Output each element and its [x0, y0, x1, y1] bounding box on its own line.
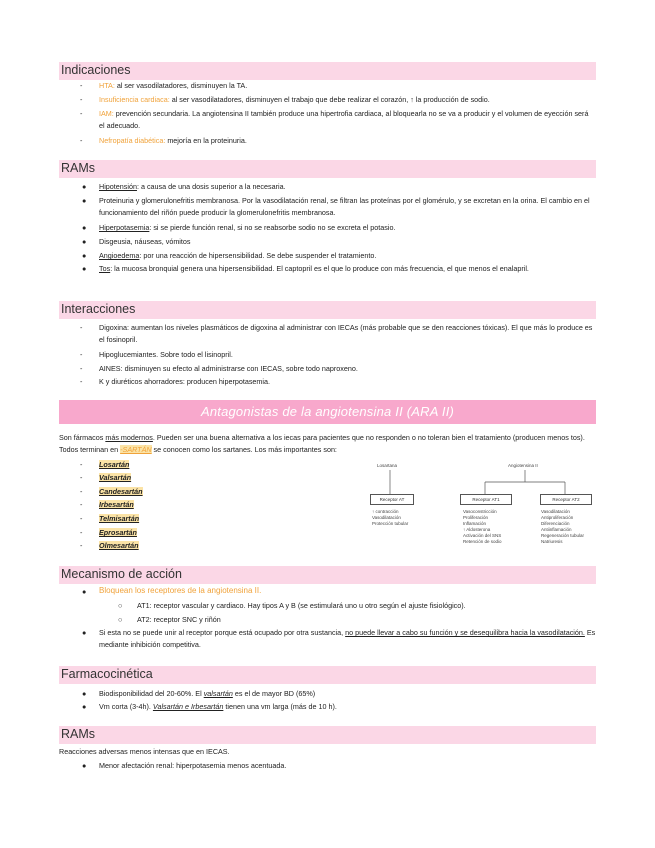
rams2-intro: Reacciones adversas menos intensas que en IECAS. — [59, 747, 230, 756]
bullet: ● — [82, 761, 87, 770]
diagram-effect: Regeneración tubular — [541, 533, 585, 538]
indicacion-item: Insuficiencia cardiaca: al ser vasodilatadores, disminuyen el trabajo que debe realizar el corazón, ↑ la producción de sodio. — [99, 95, 490, 104]
section-title: Interacciones — [61, 302, 136, 316]
bullet: ● — [82, 587, 87, 596]
section-title: RAMs — [61, 727, 96, 741]
dash-bullet: - — [80, 514, 83, 523]
mecanismo-sub: AT1: receptor vascular y cardiaco. Hay tipos A y B (se estimulará uno u otro según el ajuste fisiológico). — [137, 601, 466, 610]
farmaco-item: Vm corta (3-4h). Valsartán e Irbesartán tienen una vm larga (más de 10 h). — [99, 702, 337, 711]
mecanismo-paragraph: Si esta no se puede unir al receptor porque está ocupado por otra sustancia, no puede llevar a cabo su función y se desequilibra hacia la vasodilatación. Es mediante inhibición competitiva. — [99, 628, 596, 649]
dash-bullet: - — [80, 109, 83, 118]
drug-name: Telmisartán — [99, 514, 140, 523]
bullet: ● — [82, 251, 87, 260]
ram-item: Disgeusia, náuseas, vómitos — [99, 237, 191, 246]
indicacion-item: HTA: al ser vasodilatadores, disminuyen la TA. — [99, 81, 248, 90]
ram-item: Tos: la mucosa bronquial genera una hipersensibilidad. El captopril es el que lo produce con más frecuencia, el que menos el enalapril. — [99, 264, 529, 273]
dash-bullet: - — [80, 377, 83, 386]
diagram-effect: Inflamación — [463, 521, 487, 526]
diagram-box: Receptor AT2 — [540, 494, 592, 505]
diagram-effect: Vasodilatación — [372, 515, 401, 520]
section-header-mecanismo — [59, 566, 596, 584]
dash-bullet: - — [80, 350, 83, 359]
dash-bullet: - — [80, 528, 83, 537]
circle-bullet: ○ — [118, 615, 123, 624]
ram-item: Hipotensión: a causa de una dosis superior a la necesaria. — [99, 182, 286, 191]
diagram-effect: ↑ contracción — [372, 509, 399, 514]
bullet: ● — [82, 264, 87, 273]
intro-paragraph: Son fármacos más modernos. Pueden ser una buena alternativa a los iecas para pacientes que no responden o no toleran bien el tratamiento (producen menos tos). Todos terminan en -SARTÁN se conocen como los sartanes. Los más importantes son: — [59, 433, 585, 454]
diagram-effect: Antiinflamación — [541, 527, 572, 532]
section-header-interacciones — [59, 301, 596, 319]
drug-name: Losartán — [99, 460, 130, 469]
diagram-label: Angiotensina II — [508, 463, 538, 468]
dash-bullet: - — [80, 487, 83, 496]
circle-bullet: ○ — [118, 601, 123, 610]
diagram-effect: Antiproliferación — [541, 515, 574, 520]
dash-bullet: - — [80, 500, 83, 509]
ram-item: Angioedema: por una reacción de hipersensibilidad. Se debe suspender el tratamiento. — [99, 251, 377, 260]
ram-item: Hiperpotasemia: si se pierde función renal, si no se reabsorbe sodio no se excreta el potasio. — [99, 223, 396, 232]
drug-name: Irbesartán — [99, 500, 134, 509]
interaccion-item: Hipoglucemiantes. Sobre todo el lisinopril. — [99, 350, 233, 359]
bullet: ● — [82, 182, 87, 191]
dash-bullet: - — [80, 460, 83, 469]
diagram-effect: Retención de sodio — [463, 539, 502, 544]
bullet: ● — [82, 689, 87, 698]
farmaco-item: Biodisponibilidad del 20-60%. El valsartán es el de mayor BD (65%) — [99, 689, 316, 698]
section-title: Indicaciones — [61, 63, 131, 77]
diagram-effect: Diferenciación — [541, 521, 570, 526]
diagram-box: Receptor AT — [370, 494, 414, 505]
section-title: Farmacocinética — [61, 667, 153, 681]
interaccion-item: AINES: disminuyen su efecto al administrarse con IECAS, sobre todo naproxeno. — [99, 364, 358, 373]
dash-bullet: - — [80, 473, 83, 482]
diagram-effect: ↑ Aldosterona — [463, 527, 491, 532]
section-title: Mecanismo de acción — [61, 567, 182, 581]
indicacion-item: Nefropatía diabética: mejoría en la proteinuria. — [99, 136, 247, 145]
dash-bullet: - — [80, 323, 83, 332]
dash-bullet: - — [80, 136, 83, 145]
diagram-effect: Proliferación — [463, 515, 489, 520]
drug-name: Eprosartán — [99, 528, 137, 537]
section-title: RAMs — [61, 161, 96, 175]
dash-bullet: - — [80, 95, 83, 104]
section-header-indicaciones — [59, 62, 596, 80]
bullet: ● — [82, 237, 87, 246]
mecanismo-main: Bloquean los receptores de la angiotensina II. — [99, 586, 262, 595]
diagram-effect: Activación del SNS — [463, 533, 502, 538]
drug-name: Valsartán — [99, 473, 132, 482]
section-header-rams-2 — [59, 726, 596, 744]
section-header-rams — [59, 160, 596, 178]
diagram-effect: Vasoconstricción — [463, 509, 497, 514]
indicacion-item: IAM: prevención secundaria. La angiotensina II también produce una hipertrofia cardiaca, al bloquearla no se va a producir y el volumen de eyección será el adecuado. — [99, 109, 589, 130]
diagram-box: Receptor AT1 — [460, 494, 512, 505]
section-header-farmacocinetica — [59, 666, 596, 684]
dash-bullet: - — [80, 364, 83, 373]
chapter-banner — [59, 400, 596, 424]
bullet: ● — [82, 628, 87, 637]
diagram-effect: Protección tubular — [372, 521, 409, 526]
interaccion-item: Digoxina: aumentan los niveles plasmáticos de digoxina al administrar con IECAs (más probable que se den reacciones tóxicas). El que más lo produce es el fosinopril. — [99, 323, 593, 344]
dash-bullet: - — [80, 81, 83, 90]
rams2-item: Menor afectación renal: hiperpotasemia menos acentuada. — [99, 761, 287, 770]
chapter-title: Antagonistas de la angiotensina II (ARA II) — [200, 404, 455, 419]
ram-item: Proteinuria y glomerulonefritis membranosa. Por la vasodilatación renal, se filtran las proteínas por el glomérulo, y se excretan en la orina. El cambio en el funcionamiento del riñón puede producir la glomerulonefritis membranosa. — [99, 196, 590, 217]
bullet: ● — [82, 223, 87, 232]
mecanismo-sub: AT2: receptor SNC y riñón — [137, 615, 221, 624]
drug-name: Candesartán — [99, 487, 143, 496]
interaccion-item: K y diuréticos ahorradores: producen hiperpotasemia. — [99, 377, 270, 386]
diagram-effect: Natriuresis — [541, 539, 563, 544]
bullet: ● — [82, 702, 87, 711]
dash-bullet: - — [80, 541, 83, 550]
diagram-label: Losartana — [377, 463, 398, 468]
drug-name: Olmesartán — [99, 541, 139, 550]
bullet: ● — [82, 196, 87, 205]
diagram-effect: Vasodilatación — [541, 509, 570, 514]
